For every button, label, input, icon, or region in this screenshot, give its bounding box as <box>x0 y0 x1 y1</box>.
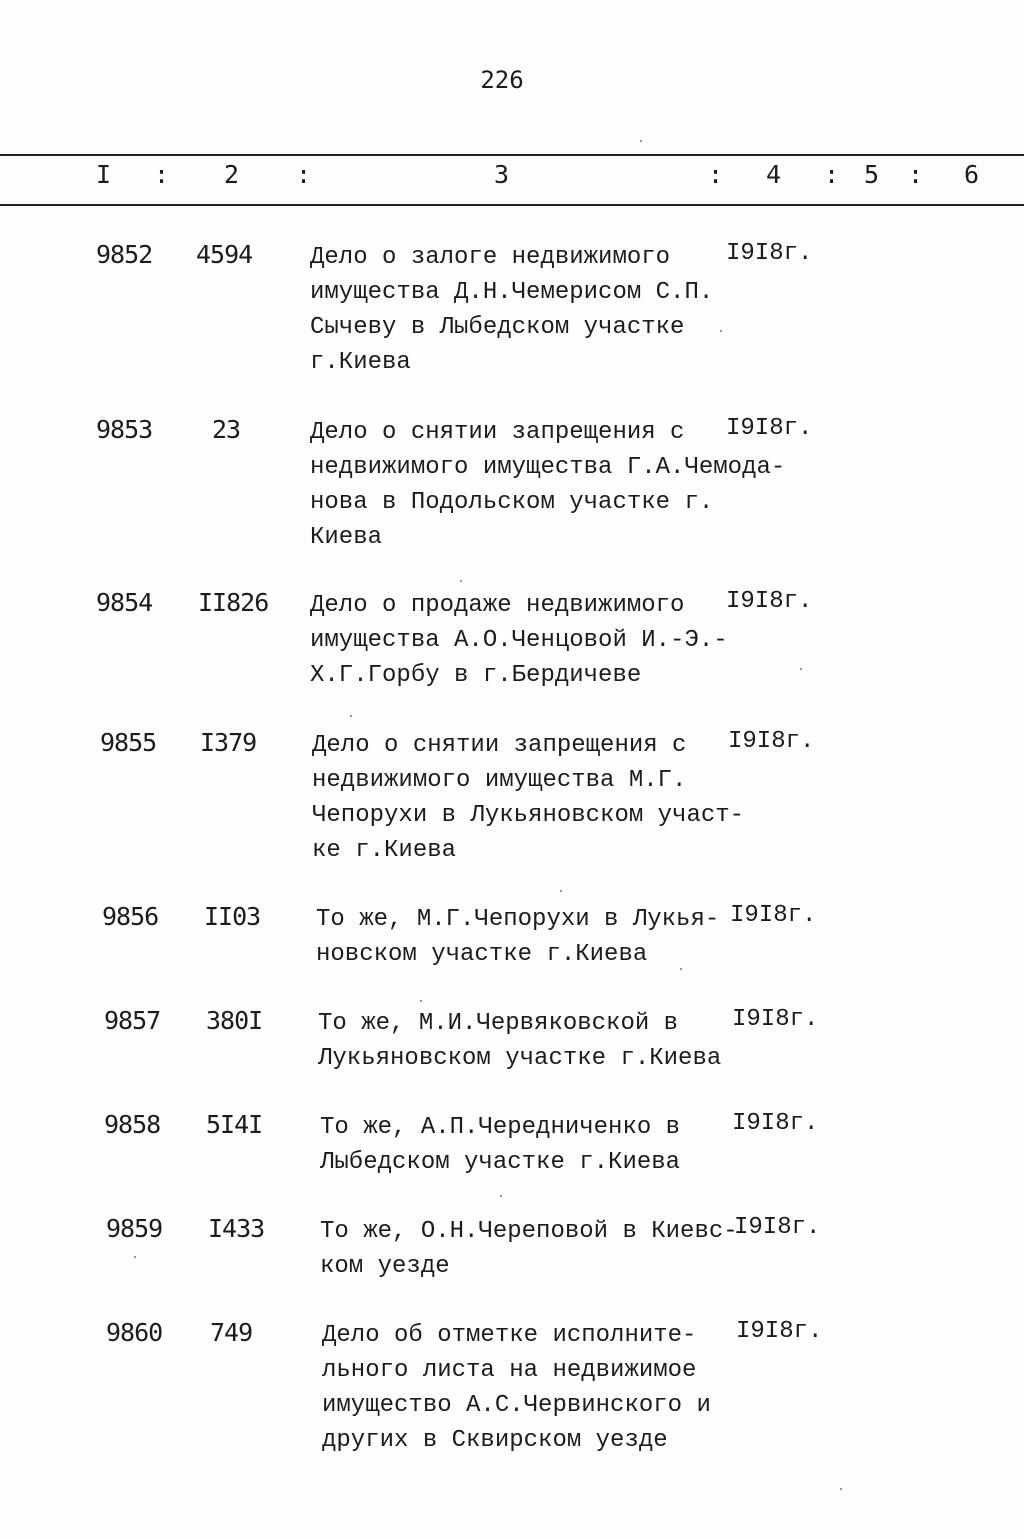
record-number: 9856 <box>102 902 159 931</box>
description-line: Лыбедском участке г.Киева <box>320 1149 681 1176</box>
description-line: Киева <box>310 524 383 551</box>
record-description <box>322 1318 752 1458</box>
description-line: Чепорухи в Лукьяновском участ- <box>312 802 745 829</box>
scan-speck <box>640 140 642 142</box>
record-year: I9I8г. <box>726 240 813 267</box>
record-description <box>312 728 745 868</box>
description-line: недвижимого имущества Г.А.Чемода- <box>310 454 786 481</box>
scan-speck <box>350 715 352 717</box>
description-line: имущества А.О.Ченцовой И.-Э.- <box>310 627 728 654</box>
record-number: 9852 <box>96 240 153 269</box>
record-year: I9I8г. <box>726 415 813 442</box>
description-line: нова в Подольском участке г. <box>310 489 714 516</box>
description-line: Дело об отметке исполните- <box>322 1322 697 1349</box>
description-line: То же, О.Н.Череповой в Киевс- <box>320 1218 738 1245</box>
description-line: других в Сквирском уезде <box>322 1427 668 1454</box>
description-line: г.Киева <box>310 349 411 376</box>
table-top-rule <box>0 154 1024 156</box>
description-line: Дело о снятии запрещения с <box>310 419 685 446</box>
scan-speck <box>500 1195 502 1197</box>
record-file-number: 380I <box>206 1006 263 1035</box>
scan-speck <box>680 968 682 970</box>
record-file-number: 749 <box>210 1318 253 1347</box>
description-line: льного листа на недвижимое <box>322 1357 697 1384</box>
scan-speck <box>560 890 562 892</box>
description-line: ке г.Киева <box>312 837 457 864</box>
description-line: недвижимого имущества М.Г. <box>312 767 687 794</box>
description-line: То же, М.И.Червяковской в <box>318 1010 679 1037</box>
column-separator: : <box>824 160 840 189</box>
description-line: Дело о снятии запрещения с <box>312 732 687 759</box>
record-year: I9I8г. <box>732 1006 819 1033</box>
table-header-rule <box>0 204 1024 206</box>
record-year: I9I8г. <box>734 1214 821 1241</box>
scan-speck <box>800 668 802 670</box>
scan-speck <box>134 1256 136 1258</box>
record-year: I9I8г. <box>730 902 817 929</box>
description-line: Сычеву в Лыбедском участке <box>310 314 685 341</box>
description-line: То же, М.Г.Чепорухи в Лукья- <box>316 906 720 933</box>
description-line: Х.Г.Горбу в г.Бердичеве <box>310 662 642 689</box>
column-separator: : <box>296 160 312 189</box>
record-description <box>310 588 740 693</box>
description-line: имущества Д.Н.Чемерисом С.П. <box>310 279 714 306</box>
record-file-number: I433 <box>208 1214 265 1243</box>
column-header-1: I <box>96 160 112 189</box>
page-number: 226 <box>480 66 524 94</box>
column-separator: : <box>154 160 170 189</box>
description-line: имущество А.С.Червинского и <box>322 1392 711 1419</box>
description-line: ком уезде <box>320 1253 450 1280</box>
record-file-number: II826 <box>198 588 269 617</box>
record-file-number: II03 <box>204 902 261 931</box>
column-header-5: 5 <box>864 160 880 189</box>
record-description <box>320 1110 750 1180</box>
record-file-number: 5I4I <box>206 1110 263 1139</box>
record-file-number: I379 <box>200 728 257 757</box>
record-number: 9860 <box>106 1318 163 1347</box>
record-number: 9855 <box>100 728 157 757</box>
column-header-3: 3 <box>494 160 510 189</box>
record-year: I9I8г. <box>726 588 813 615</box>
record-year: I9I8г. <box>732 1110 819 1137</box>
description-line: Лукьяновском участке г.Киева <box>318 1045 722 1072</box>
scan-speck <box>420 1000 422 1002</box>
column-separator: : <box>908 160 924 189</box>
scan-speck <box>720 330 722 332</box>
record-description <box>316 902 746 972</box>
column-header-2: 2 <box>224 160 240 189</box>
column-header-4: 4 <box>766 160 782 189</box>
column-separator: : <box>708 160 724 189</box>
column-header-6: 6 <box>964 160 980 189</box>
record-file-number: 4594 <box>196 240 253 269</box>
description-line: Дело о залоге недвижимого <box>310 244 671 271</box>
record-year: I9I8г. <box>728 728 815 755</box>
record-year: I9I8г. <box>736 1318 823 1345</box>
scan-speck <box>840 1488 842 1490</box>
description-line: Дело о продаже недвижимого <box>310 592 685 619</box>
description-line: новском участке г.Киева <box>316 941 648 968</box>
record-file-number: 23 <box>212 415 241 444</box>
record-number: 9853 <box>96 415 153 444</box>
record-number: 9858 <box>104 1110 161 1139</box>
scan-speck <box>460 580 462 582</box>
record-number: 9859 <box>106 1214 163 1243</box>
record-description <box>318 1006 748 1076</box>
description-line: То же, А.П.Чередниченко в <box>320 1114 681 1141</box>
record-number: 9857 <box>104 1006 161 1035</box>
record-description <box>310 240 740 380</box>
record-number: 9854 <box>96 588 153 617</box>
